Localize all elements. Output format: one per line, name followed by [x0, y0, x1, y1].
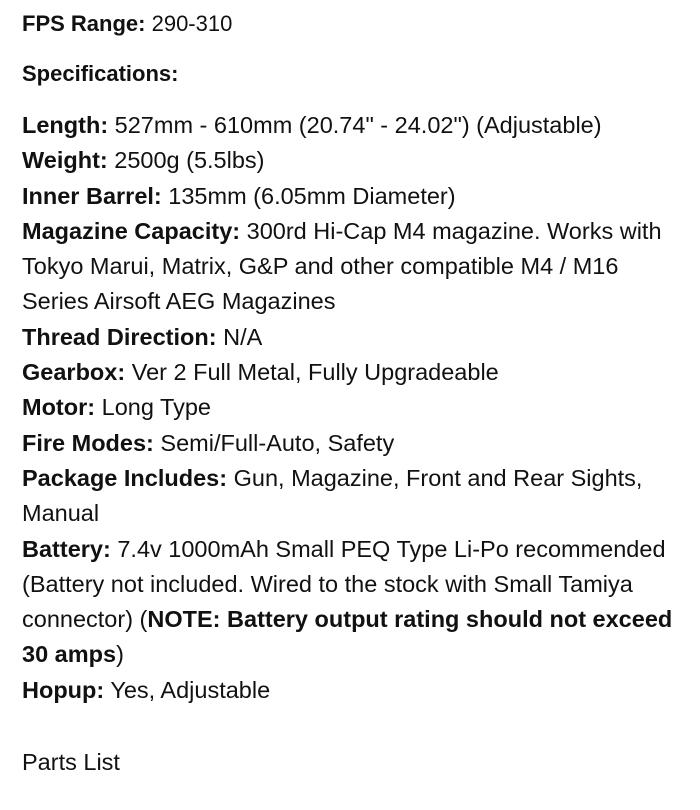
- spec-length: [22, 108, 682, 143]
- spec-inner-barrel: [22, 179, 682, 214]
- spec-value: 2500g (5.5lbs): [114, 147, 265, 174]
- spec-label: Weight:: [22, 147, 108, 174]
- spec-label: Gearbox:: [22, 359, 126, 386]
- spec-battery: [22, 532, 682, 673]
- spec-label: Hopup:: [22, 676, 105, 703]
- spec-value: 527mm - 610mm (20.74" - 24.02") (Adjustable): [114, 112, 602, 138]
- battery-warning-note: NOTE: Battery output rating should not exceed 30 amps: [22, 606, 673, 668]
- spec-weight: [22, 143, 682, 178]
- spec-value: 7.4v 1000mAh Small PEQ Type Li-Po recommended (Battery not included. Wired to the stock with Small Tamiya connector) (: [22, 535, 666, 633]
- spec-label: Package Includes:: [22, 464, 228, 491]
- spec-value: Long Type: [101, 394, 211, 421]
- spec-package-includes: [22, 461, 682, 532]
- spec-thread-direction: [22, 320, 682, 355]
- fps-range-label: FPS Range:: [22, 11, 146, 36]
- spec-label: Inner Barrel:: [22, 182, 162, 209]
- spec-value: Yes, Adjustable: [110, 676, 271, 703]
- specifications-list: [22, 108, 682, 708]
- parts-list-heading: Parts List: [22, 749, 120, 775]
- spec-value: Gun, Magazine, Front and Rear Sights, Manual: [22, 464, 643, 527]
- spec-label: Fire Modes:: [22, 429, 154, 456]
- spec-label: Battery:: [22, 535, 111, 562]
- spec-label: Thread Direction:: [22, 323, 217, 350]
- spec-value: Semi/Full-Auto, Safety: [160, 429, 395, 456]
- spec-magazine-capacity: [22, 214, 682, 320]
- spec-value-close: ): [116, 641, 124, 668]
- spec-motor: [22, 390, 682, 425]
- spec-gearbox: [22, 355, 682, 390]
- spec-value: 135mm (6.05mm Diameter): [168, 182, 456, 209]
- spec-fire-modes: [22, 426, 682, 461]
- spec-label: Magazine Capacity:: [22, 217, 241, 244]
- spec-label: Motor:: [22, 394, 96, 421]
- specifications-heading: Specifications:: [22, 61, 179, 86]
- spec-value: N/A: [223, 323, 263, 350]
- spec-hopup: [22, 673, 682, 708]
- spec-value: Ver 2 Full Metal, Fully Upgradeable: [131, 359, 499, 386]
- fps-range: [22, 8, 232, 40]
- spec-label: Length:: [22, 112, 109, 138]
- spec-value: 300rd Hi-Cap M4 magazine. Works with Tokyo Marui, Matrix, G&P and other compatible M4 / M16 Series Airsoft AEG Magazines: [22, 217, 662, 315]
- fps-range-value: 290-310: [151, 11, 233, 36]
